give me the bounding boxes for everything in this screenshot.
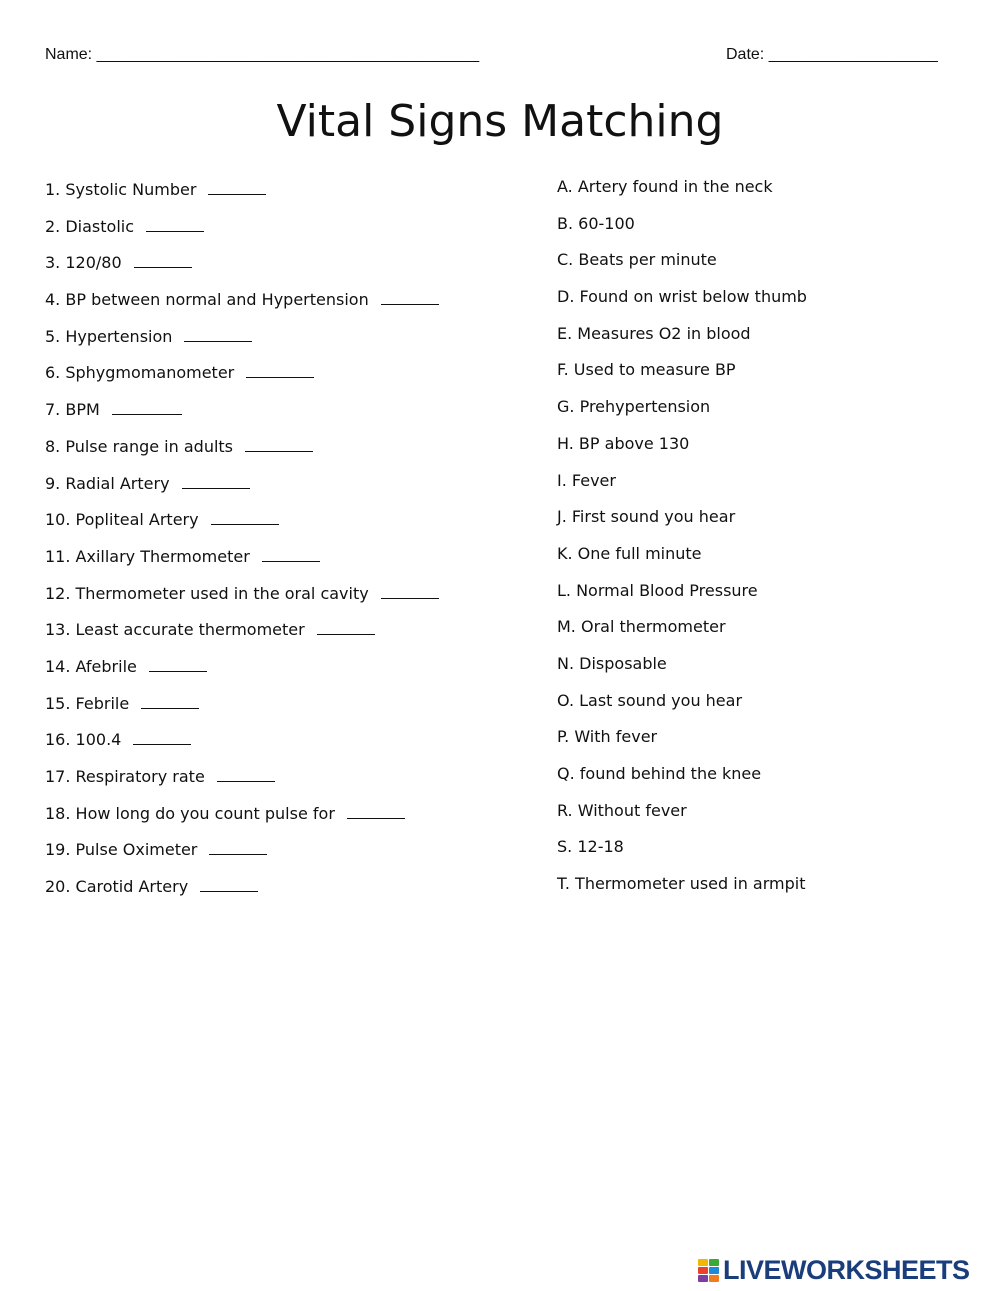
- questions-column: [45, 176, 525, 910]
- logo-blocks-icon: [698, 1259, 719, 1282]
- answer-option: O. Last sound you hear: [557, 690, 743, 710]
- answer-option: F. Used to measure BP: [557, 360, 736, 380]
- answer-blank[interactable]: [347, 800, 405, 819]
- answer-option: B. 60-100: [557, 213, 635, 233]
- answer-option: D. Found on wrist below thumb: [557, 287, 807, 307]
- answer-blank[interactable]: [182, 470, 250, 489]
- question-label: 7. BPM: [45, 400, 100, 420]
- answer-option: Q. found behind the knee: [557, 764, 762, 783]
- question-label: 11. Axillary Thermometer: [45, 546, 250, 566]
- answer-option: E. Measures O2 in blood: [557, 323, 751, 343]
- question-label: 13. Least accurate thermometer: [45, 620, 305, 640]
- answer-option: N. Disposable: [557, 653, 667, 673]
- question-item: [45, 616, 525, 653]
- answer-option: M. Oral thermometer: [557, 617, 726, 637]
- question-label: 1. Systolic Number: [45, 180, 197, 199]
- answer-option: R. Without fever: [557, 800, 687, 820]
- question-item: [45, 506, 525, 543]
- question-item: [45, 543, 525, 580]
- question-label: 19. Pulse Oximeter: [45, 840, 198, 860]
- answer-blank[interactable]: [262, 543, 320, 562]
- logo-block: [698, 1275, 708, 1282]
- answer-blank[interactable]: [200, 873, 258, 892]
- answer-option: S. 12-18: [557, 837, 624, 857]
- logo-block: [709, 1275, 719, 1282]
- answer-option: K. One full minute: [557, 543, 702, 563]
- answer-blank[interactable]: [134, 249, 192, 268]
- question-label: 12. Thermometer used in the oral cavity: [45, 583, 369, 603]
- name-field-line[interactable]: Name: ___________________________________________: [45, 46, 480, 63]
- question-label: 18. How long do you count pulse for: [45, 803, 335, 823]
- answers-column: [557, 176, 977, 910]
- logo-text: LIVEWORKSHEETS: [723, 1254, 970, 1285]
- question-item: [45, 286, 525, 323]
- question-item: [45, 653, 525, 690]
- answer-option: C. Beats per minute: [557, 250, 717, 270]
- worksheet-title: Vital Signs Matching: [276, 96, 724, 147]
- answer-blank[interactable]: [149, 653, 207, 672]
- question-label: 17. Respiratory rate: [45, 767, 205, 786]
- answer-blank[interactable]: [246, 359, 314, 378]
- question-item: [45, 763, 525, 800]
- answer-option: J. First sound you hear: [557, 507, 736, 527]
- question-label: 6. Sphygmomanometer: [45, 363, 235, 383]
- liveworksheets-logo: [698, 1255, 970, 1285]
- question-item: [45, 396, 525, 433]
- answer-blank[interactable]: [209, 836, 267, 855]
- question-label: 15. Febrile: [45, 693, 130, 713]
- question-item: [45, 836, 525, 873]
- answer-option: P. With fever: [557, 727, 658, 747]
- answer-blank[interactable]: [133, 726, 191, 745]
- question-label: 9. Radial Artery: [45, 473, 170, 493]
- answer-blank[interactable]: [211, 506, 279, 525]
- question-label: 10. Popliteal Artery: [45, 510, 199, 530]
- question-item: [45, 726, 525, 763]
- question-item: [45, 176, 525, 213]
- question-item: [45, 800, 525, 837]
- logo-block: [709, 1259, 719, 1266]
- question-item: [45, 873, 525, 910]
- answer-option: H. BP above 130: [557, 433, 690, 453]
- question-item: [45, 359, 525, 396]
- logo-block: [698, 1267, 708, 1274]
- answer-option: A. Artery found in the neck: [557, 177, 773, 196]
- answer-blank[interactable]: [381, 286, 439, 305]
- answer-blank[interactable]: [208, 176, 266, 195]
- question-label: 5. Hypertension: [45, 326, 173, 346]
- answer-option: I. Fever: [557, 470, 616, 490]
- question-label: 4. BP between normal and Hypertension: [45, 290, 369, 310]
- logo-block: [698, 1259, 708, 1266]
- answer-option: G. Prehypertension: [557, 397, 711, 417]
- answer-blank[interactable]: [112, 396, 182, 415]
- logo-block: [709, 1267, 719, 1274]
- answer-blank[interactable]: [184, 323, 252, 342]
- question-label: 2. Diastolic: [45, 216, 135, 236]
- question-label: 14. Afebrile: [45, 656, 137, 676]
- question-label: 3. 120/80: [45, 253, 122, 273]
- question-label: 16. 100.4: [45, 730, 122, 750]
- answer-blank[interactable]: [245, 433, 313, 452]
- question-item: [45, 323, 525, 360]
- question-label: 8. Pulse range in adults: [45, 436, 234, 456]
- question-item: [45, 690, 525, 727]
- question-label: 20. Carotid Artery: [45, 877, 189, 897]
- date-field-line[interactable]: Date: ___________________: [726, 46, 938, 63]
- question-item: [45, 433, 525, 470]
- answer-blank[interactable]: [317, 616, 375, 635]
- answer-option: L. Normal Blood Pressure: [557, 580, 758, 600]
- question-item: [45, 249, 525, 286]
- answer-blank[interactable]: [381, 580, 439, 599]
- answer-blank[interactable]: [141, 690, 199, 709]
- question-item: [45, 580, 525, 617]
- question-item: [45, 470, 525, 507]
- answer-option: T. Thermometer used in armpit: [557, 874, 806, 894]
- question-item: [45, 213, 525, 250]
- answer-blank[interactable]: [146, 213, 204, 232]
- answer-blank[interactable]: [217, 763, 275, 782]
